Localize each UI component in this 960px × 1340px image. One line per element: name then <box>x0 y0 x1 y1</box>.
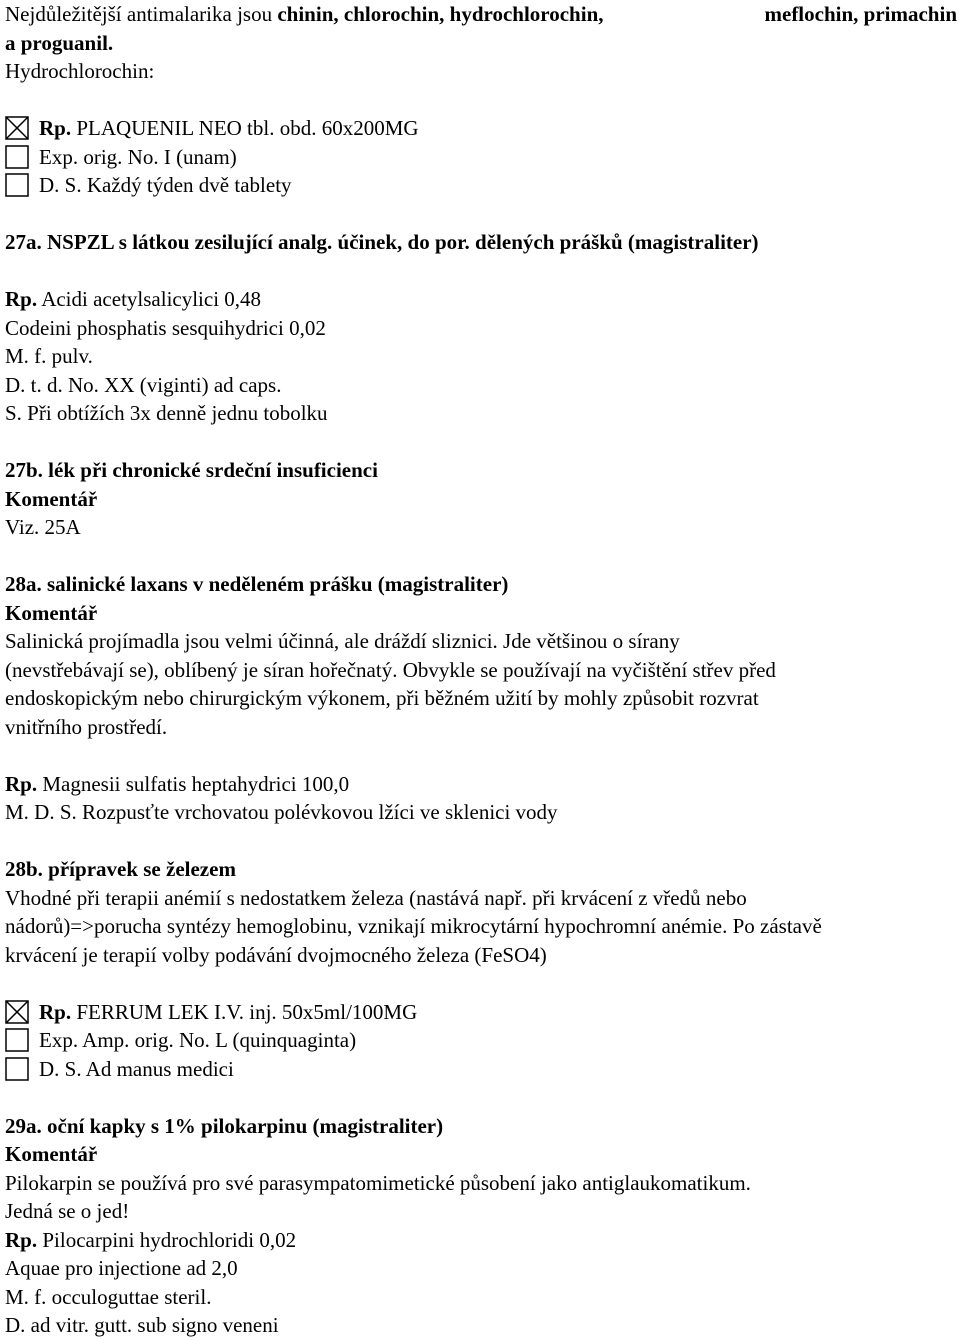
s28a-line1: Salinická projímadla jsou velmi účinná, ale dráždí sliznici. Jde většinou o sírany <box>5 629 680 653</box>
s27a-line4: D. t. d. No. XX (viginti) ad caps. <box>5 372 282 397</box>
intro-lead: Nejdůležitější antimalarika jsou <box>5 2 278 26</box>
s29a-line5: D. ad vitr. gutt. sub signo veneni <box>5 1313 279 1337</box>
s28b-exp-text: Exp. Amp. orig. No. L (quinquaginta) <box>39 1028 357 1052</box>
section-29a-title: 29a. oční kapky s 1% pilokarpinu (magistraliter) <box>5 1113 444 1138</box>
rx1-rp-line <box>5 114 957 143</box>
s28a-rp-text: Magnesii sulfatis heptahydrici 100,0 <box>37 771 350 796</box>
s28b-exp-line <box>5 1026 957 1055</box>
section-28a-title: 28a. salinické laxans v neděleném prášku (magistraliter) <box>5 572 509 596</box>
s28b-line2: nádorů)=>porucha syntézy hemoglobinu, vznikají mikrocytární hypochromní anémie. Po zástavě <box>5 914 822 938</box>
s29a-line4: M. f. occuloguttae steril. <box>5 1284 212 1309</box>
rx1-exp-text: Exp. orig. No. I (unam) <box>39 144 237 169</box>
rp-label: Rp. <box>5 287 38 311</box>
empty-box-icon <box>5 1028 29 1052</box>
rx1-exp-line <box>5 143 957 172</box>
intro-drugs-b: meflochin, primachin <box>764 2 957 26</box>
s28b-rp-text: FERRUM LEK I.V. inj. 50x5ml/100MG <box>71 999 418 1024</box>
s29a-line3: Aquae pro injectione ad 2,0 <box>5 1256 238 1280</box>
empty-box-icon <box>5 145 29 169</box>
checked-box-icon <box>5 1000 29 1024</box>
rp-label: Rp. <box>5 1227 38 1252</box>
s28a-rp-line <box>5 770 957 799</box>
section-27b-title: 27b. lék při chronické srdeční insuficienci <box>5 458 378 482</box>
s27b-text: Viz. 25A <box>5 515 81 539</box>
rx1-rp-text: PLAQUENIL NEO tbl. obd. 60x200MG <box>71 116 419 140</box>
rp-label: Rp. <box>39 999 72 1024</box>
s29a-rp-line <box>5 1226 957 1255</box>
empty-box-icon <box>5 1057 29 1081</box>
s28a-line4: vnitřního prostředí. <box>5 714 168 739</box>
rx1-ds-line <box>5 171 957 200</box>
intro-drugs-c: a proguanil. <box>5 30 114 55</box>
s29a-line2: Jedná se o jed! <box>5 1199 130 1223</box>
document-page <box>5 0 957 1340</box>
s27a-line3: M. f. pulv. <box>5 344 93 368</box>
s28b-ds-text: D. S. Ad manus medici <box>39 1056 234 1081</box>
s27a-rp-line <box>5 285 957 314</box>
empty-box-icon <box>5 173 29 197</box>
s27b-comment-label: Komentář <box>5 486 98 511</box>
s27a-line2: Codeini phosphatis sesquihydrici 0,02 <box>5 315 326 340</box>
s28a-line3: endoskopickým nebo chirurgickým výkonem, při běžném užití by mohly způsobit rozvrat <box>5 686 759 710</box>
intro-line <box>5 0 957 29</box>
s28a-line2: (nevstřebávají se), oblíbený je síran hořečnatý. Obvykle se používají na vyčištění střev před <box>5 657 776 682</box>
s28a-comment-label: Komentář <box>5 600 98 625</box>
checked-box-icon <box>5 116 29 140</box>
intro-drugs-a: chinin, chlorochin, hydrochlorochin, <box>277 2 604 26</box>
s27a-rp-text: Acidi acetylsalicylici 0,48 <box>37 287 262 311</box>
s29a-line1: Pilokarpin se používá pro své parasympatomimetické působení jako antiglaukomatikum. <box>5 1170 751 1195</box>
s28b-line3: krvácení je terapií volby podávání dvojmocného železa (FeSO4) <box>5 942 547 967</box>
s28b-ds-line <box>5 1055 957 1084</box>
rp-label: Rp. <box>5 771 38 796</box>
section-27a-title: 27a. NSPZL s látkou zesilující analg. účinek, do por. dělených prášků (magistraliter) <box>5 230 759 254</box>
intro-subhead: Hydrochlorochin: <box>5 59 155 83</box>
rx1-ds-text: D. S. Každý týden dvě tablety <box>39 173 292 197</box>
s29a-rp-text: Pilocarpini hydrochloridi 0,02 <box>37 1227 297 1252</box>
section-28b-title: 28b. přípravek se železem <box>5 857 236 881</box>
s29a-comment-label: Komentář <box>5 1142 98 1166</box>
s28b-line1: Vhodné při terapii anémií s nedostatkem železa (nastává např. při krvácení z vředů nebo <box>5 885 747 910</box>
rp-label: Rp. <box>39 116 72 140</box>
s28a-mds: M. D. S. Rozpusťte vrchovatou polévkovou lžíci ve sklenici vody <box>5 800 558 824</box>
s28b-rp-line <box>5 998 957 1027</box>
s27a-line5: S. Při obtížích 3x denně jednu tobolku <box>5 401 328 425</box>
